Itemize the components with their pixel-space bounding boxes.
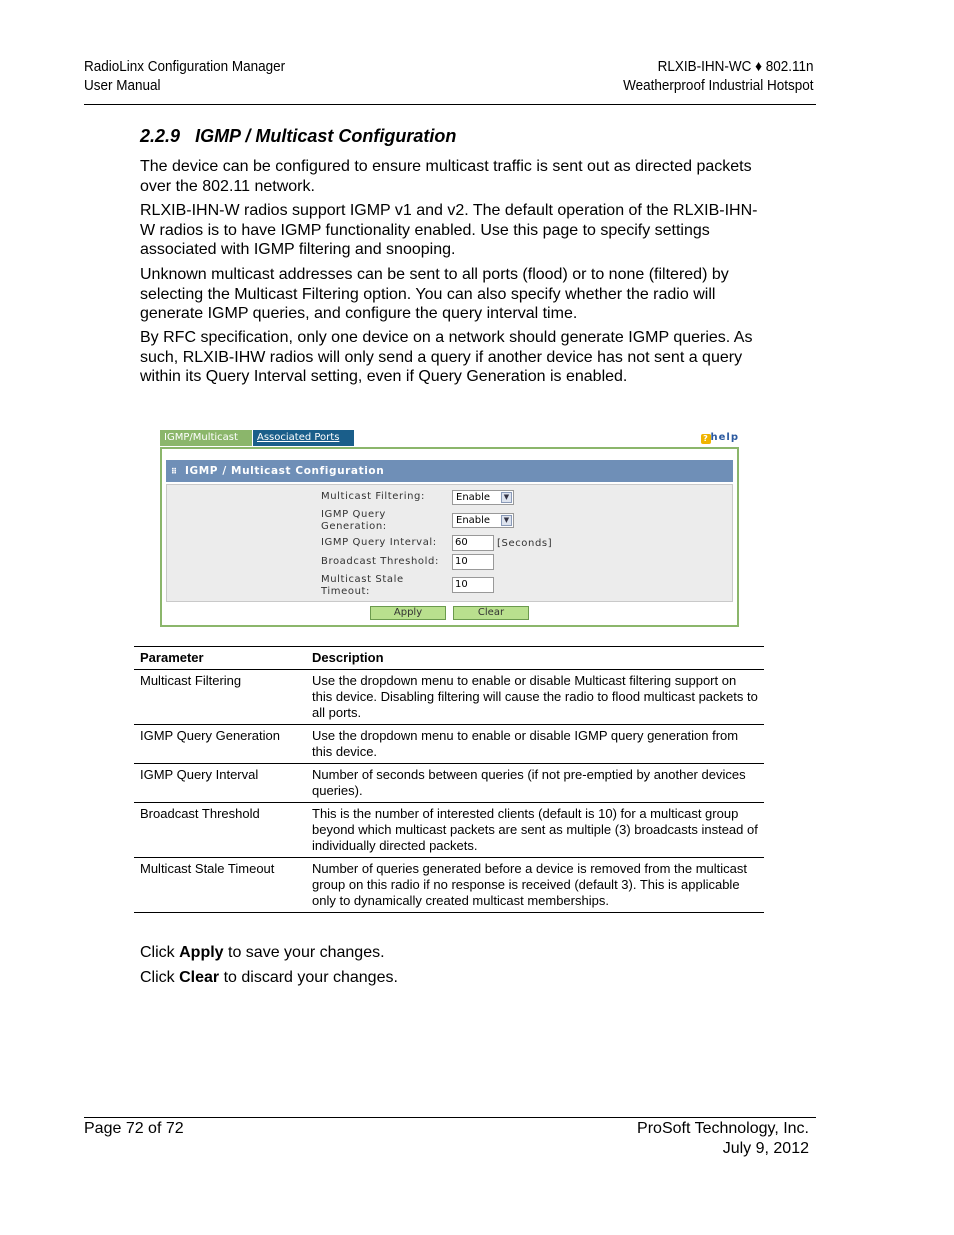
column-header-parameter: Parameter [134, 647, 306, 670]
igmp-query-generation-select[interactable] [452, 513, 514, 528]
help-label: help [710, 432, 739, 443]
help-link[interactable] [701, 430, 740, 446]
table-row [134, 764, 764, 803]
apply-instruction-prefix: Click [140, 944, 180, 961]
section-heading [140, 126, 456, 147]
multicast-filtering-select[interactable] [452, 490, 514, 505]
section-title: IGMP / Multicast Configuration [195, 126, 457, 146]
config-frame [160, 447, 739, 627]
parameter-name: Multicast Filtering [134, 670, 306, 725]
igmp-config-screenshot [160, 427, 739, 627]
clear-instruction-prefix: Click [140, 969, 180, 986]
panel-header [166, 460, 733, 482]
clear-instruction-suffix: to discard your changes. [219, 969, 398, 986]
tab-igmp-multicast[interactable]: IGMP/Multicast [160, 430, 252, 446]
parameter-name: IGMP Query Generation [134, 725, 306, 764]
page-number: Page 72 of 72 [84, 1120, 184, 1137]
paragraph-2: RLXIB-IHN-W radios support IGMP v1 and v2. The default operation of the RLXIB-IHN-W radios is to have IGMP functionality enabled. Use this page to specify settings associated with IGMP filtering and snooping. [140, 202, 758, 259]
table-row [134, 858, 764, 913]
panel-title: IGMP / Multicast Configuration [185, 465, 385, 477]
clear-instruction-keyword: Clear [179, 969, 220, 986]
apply-instruction-keyword: Apply [179, 944, 224, 961]
table-header-row [134, 647, 764, 670]
column-header-description: Description [306, 647, 764, 670]
chevron-down-icon: ▼ [501, 515, 512, 526]
grip-icon: ⠿ [171, 467, 177, 476]
multicast-filtering-value: Enable [456, 492, 491, 503]
product-description: Weatherproof Industrial Hotspot [623, 77, 814, 94]
parameter-name: Multicast Stale Timeout [134, 858, 306, 913]
header-left [84, 57, 285, 95]
table-row [134, 670, 764, 725]
header-rule [84, 104, 816, 105]
publish-date: July 9, 2012 [722, 1140, 809, 1157]
company-name: ProSoft Technology, Inc. [637, 1120, 809, 1137]
paragraph-3: Unknown multicast addresses can be sent to all ports (flood) or to none (filtered) by selecting the Multicast Filtering option. You can also specify whether the radio will generate IGMP queries, and configure the query interval time. [140, 266, 729, 323]
igmp-query-generation-value: Enable [456, 515, 491, 526]
parameter-description: Number of queries generated before a device is removed from the multicast group on this radio if no response is received (default 3). This is applicable only to dynamically created multicast memberships. [306, 858, 764, 913]
footer-right [637, 1119, 809, 1159]
apply-instruction-suffix: to save your changes. [223, 944, 385, 961]
igmp-query-interval-input[interactable]: 60 [452, 535, 494, 551]
panel-body [166, 484, 733, 602]
clear-instruction [140, 968, 398, 988]
table-row [134, 803, 764, 858]
tab-associated-ports[interactable]: Associated Ports [253, 430, 354, 446]
paragraph-4: By RFC specification, only one device on a network should generate IGMP queries. As such, RLXIB-IHW radios will only send a query if another device has not sent a query within its Query Interval setting, even if Query Generation is enabled. [140, 329, 753, 386]
multicast-stale-timeout-label-line2: Timeout: [321, 586, 371, 597]
igmp-query-interval-label: IGMP Query Interval: [321, 537, 437, 548]
igmp-query-interval-unit: [Seconds] [497, 538, 553, 549]
manual-subtitle: User Manual [84, 77, 161, 94]
help-icon: ? [701, 434, 711, 444]
manual-title: RadioLinx Configuration Manager [84, 58, 286, 75]
parameter-name: Broadcast Threshold [134, 803, 306, 858]
parameter-name: IGMP Query Interval [134, 764, 306, 803]
multicast-stale-timeout-input[interactable]: 10 [452, 577, 494, 593]
parameter-description: Number of seconds between queries (if not pre-emptied by another devices queries). [306, 764, 764, 803]
igmp-query-generation-label-line2: Generation: [321, 521, 387, 532]
igmp-query-generation-label-line1: IGMP Query [321, 509, 386, 520]
clear-button[interactable]: Clear [453, 606, 529, 620]
parameter-description: This is the number of interested clients (default is 10) for a multicast group beyond which multicast packets are sent as multiple (3) broadcasts instead of individually directed packets. [306, 803, 764, 858]
paragraph-1: The device can be configured to ensure multicast traffic is sent out as directed packets over the 802.11 network. [140, 158, 752, 195]
igmp-query-generation-label [321, 509, 387, 533]
apply-instruction [140, 943, 385, 963]
parameter-table [134, 646, 764, 913]
broadcast-threshold-input[interactable]: 10 [452, 554, 494, 570]
footer-rule [84, 1117, 816, 1118]
table-row [134, 725, 764, 764]
header-right [624, 57, 814, 95]
apply-button[interactable]: Apply [370, 606, 446, 620]
broadcast-threshold-label: Broadcast Threshold: [321, 556, 439, 567]
chevron-down-icon: ▼ [501, 492, 512, 503]
section-number: 2.2.9 [140, 126, 181, 146]
multicast-stale-timeout-label [321, 574, 404, 598]
multicast-stale-timeout-label-line1: Multicast Stale [321, 574, 404, 585]
parameter-description: Use the dropdown menu to enable or disable IGMP query generation from this device. [306, 725, 764, 764]
multicast-filtering-label: Multicast Filtering: [321, 491, 425, 502]
product-name: RLXIB-IHN-WC ♦ 802.11n [658, 58, 814, 75]
parameter-description: Use the dropdown menu to enable or disable Multicast filtering support on this device. Disabling filtering will cause the radio to flood multicast packets to all ports. [306, 670, 764, 725]
